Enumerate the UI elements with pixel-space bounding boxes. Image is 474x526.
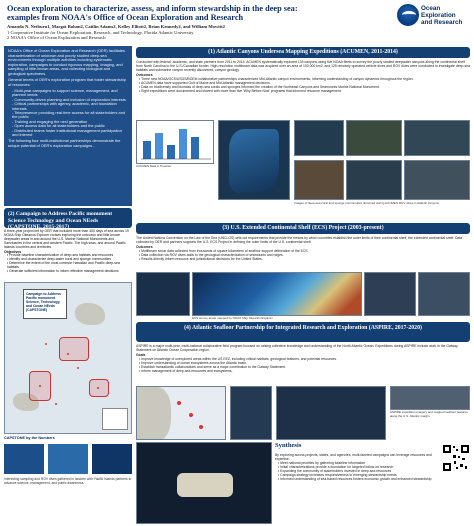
list-item: • Three new NOAA/OCS/USGS/BOEM collaborative partnerships characterized Mid-Atlantic canyon environments, informing understanding of canyon dynamics throughout the region. — [139, 77, 470, 81]
numbers-graphic — [48, 444, 88, 474]
list-item: • ACUMEN data have supported Gulf of Maine and Mid-Atlantic management decisions. — [139, 81, 470, 85]
list-item: - Telepresence providing real-time access for all stakeholders and the public — [12, 111, 128, 120]
list-item: • Informed understanding of sea-based resources fosters economic growth and enhanced stewardship — [278, 477, 435, 481]
title-line-2: examples from NOAA's Office of Ocean Exploration and Research — [7, 13, 244, 23]
list-item: - Community-driven planning and inclusion of exploration interests — [12, 98, 128, 102]
poster-title — [7, 4, 367, 23]
dive-site-marker — [55, 403, 57, 405]
ecs-body — [136, 236, 470, 261]
chart-bar — [167, 145, 175, 159]
acumen-photo — [404, 120, 470, 156]
ecs-outcomes-list — [136, 249, 470, 261]
list-item: • Inform management of deep-sea resources and ecosystems. — [139, 369, 470, 373]
acumen-photo — [404, 160, 470, 200]
list-item: • Generate sufficient information to inform effective management decisions — [7, 270, 132, 274]
acumen-body — [136, 60, 470, 93]
list-item: • Data collection via ROV dives adds to the geological characterization of seamounts and ridges. — [139, 253, 470, 257]
list-item: • Data on biodiversity and biomass of deep-sea corals and sponges informed the creation of the Northeast Canyons and Seamounts Marine National Monument. — [139, 85, 470, 89]
capstone-objectives-label: Objectives — [4, 249, 22, 254]
list-item: • Improve knowledge of unexplored areas within the US EEZ, including critical habitats, geological features, and potential resources. — [139, 357, 470, 361]
acumen-heading: (1) Atlantic Canyons Undersea Mapping Expeditions (ACUMEN, 2011-2014) — [136, 47, 470, 58]
capstone-numbers — [4, 436, 132, 524]
dive-site-marker — [45, 343, 47, 345]
list-item: • Improve understanding of ocean ecosystems across the Atlantic basin. — [139, 361, 470, 365]
logo-text: Ocean Exploration and Research — [421, 5, 463, 27]
acumen-chart-graphic — [137, 121, 214, 164]
affiliation-2: 2 NOAA's Office of Ocean Exploration and Research — [7, 35, 106, 41]
dive-site-marker — [77, 367, 79, 369]
dive-site-marker — [97, 387, 99, 389]
qr-code-icon — [442, 444, 470, 472]
left-column — [4, 46, 132, 524]
aspire-photo — [276, 386, 386, 440]
acumen-description: Conducted with federal, academic, and state partners from 2011 to 2014, ACUMEN systematically explored 133 canyons using five NOAA fleets to survey the poorly studied deepwater canyons along the continental shelf from North Carolina to the U.S./Canadian border. High-resolution multibeam data was acquired over an area of 100,000 km2, and 125 remotely operated vehicle dives and ROV dives were conducted to investigate deep-sea habitats and submarine canyon recently discovered, canyon geology. — [136, 60, 470, 72]
capstone-map-inset: Campaign to Address Pacific monument Science, Technology, and Ocean NEeds (CAPSTONE) — [23, 289, 67, 319]
acumen-chart-caption: ACUMEN Data in Practice — [136, 164, 172, 168]
list-item: - Multi-year campaigns to support science, management, and planned needs — [12, 89, 128, 98]
acumen-photo — [346, 160, 402, 200]
capstone-heading: (2) Campaign to Address Pacific monument Science Technology and Ocean NEeds (CAPSTONE, 2015-2017) — [4, 208, 132, 228]
list-item: • Initial characterizations provide a foundation for targeted follow-on research — [278, 465, 435, 469]
chart-bar — [143, 141, 151, 159]
noaa-logo-icon — [397, 4, 419, 26]
list-item: • Campaign strategy increases responsiveness to emerging stewardship needs — [278, 473, 435, 477]
affiliation-1: 1 Cooperative Institute for Ocean Exploration, Research, and Technology, Florida Atlantic University — [7, 29, 194, 35]
capstone-numbers-title: CAPSTONE by the Numbers — [4, 436, 55, 440]
acumen-photo-caption: Images of deep-sea coral and sponge communities observed during ACUMEN ROV dives in Atlantic canyons. — [294, 201, 440, 205]
intro-tenets-list — [8, 89, 128, 137]
ecs-bathymetry-map — [192, 272, 362, 316]
ecs-photo — [418, 272, 470, 316]
aspire-photo — [390, 386, 470, 410]
list-item: • Results directly inform resource and jurisdictional decisions for the United States. — [139, 257, 470, 261]
capstone-pacific-map — [4, 282, 132, 434]
ecs-map-caption: ECS survey areas mapped by NOAA Ship Okeanos Explorer — [192, 316, 273, 320]
list-item: • Determine the extent of the most common Hawaiian and Pacific deep-sea habitats — [7, 262, 132, 270]
numbers-graphic — [92, 444, 132, 474]
dive-site-marker — [67, 353, 69, 355]
list-item: - Open access data for all stakeholders and the public — [12, 124, 128, 128]
poster-header — [0, 0, 474, 45]
acumen-canyon-map — [218, 120, 290, 200]
numbers-graphic — [4, 444, 44, 474]
capstone-description: A three-year project led by OER that included more than 400 days of sea across 19 NOAA Ship Okeanos Explorer cruises exploring the unknown and little-known deepwater areas in and around the U.S. Marine National Monuments and Sanctuaries in the central and western Pacific. The high seas, and around Pacific Islands countries and territories. — [4, 229, 129, 249]
map-landmass — [75, 303, 105, 325]
aspire-goals-list — [136, 357, 470, 373]
aspire-photo — [230, 386, 272, 440]
acumen-photo — [294, 160, 344, 200]
list-item: • Meet national priorities by gathering baseline information — [278, 461, 435, 465]
synthesis-intro: By exploring across projects, states, and agencies, multi-faceted campaigns can leverage resources and expertise: — [275, 453, 432, 461]
intro-tenets-label: General tenets of OER's exploration program that foster stewardship of resources: — [8, 77, 126, 87]
acumen-outcomes-label: Outcomes — [136, 73, 153, 77]
list-item: • Expanding the community of stakeholders invested in deep-sea resources — [278, 469, 435, 473]
chart-bar — [155, 133, 163, 159]
acumen-photo — [294, 120, 344, 156]
capstone-numbers-text: Interesting sampling and ROV dives gathered in tandem with Pacific Islands partners to advance science, management, and public awareness. — [4, 477, 132, 485]
acumen-data-chart — [136, 120, 214, 164]
acumen-outcomes-list — [136, 77, 470, 93]
aspire-body — [136, 344, 470, 373]
dive-site-marker — [39, 385, 41, 387]
list-item: • Multibeam sonar data collected from thousands of square kilometers of seafloor support delineation of the ECS. — [139, 249, 470, 253]
monument-boundary — [59, 337, 89, 361]
list-item: • Provide baseline characterization of deep-sea habitats and resources — [7, 254, 132, 258]
intro-box — [4, 46, 132, 206]
aspire-goals-label: Goals — [136, 353, 146, 357]
aspire-rov-image — [136, 442, 272, 524]
ecs-description: The United Nations Convention on the Law of the Sea (UNCLOS) sets out requirements that provide the means by which countries establish the outer limits of their continental shelf, the extended continental shelf. Data collected by OER and partners supports the U.S. ECS Project in defining the outer limits of the U.S. continental shelf. — [136, 236, 463, 244]
list-item: - Critical partnerships with agency, academic, and foundation interests — [12, 102, 128, 111]
aspire-photo-caption: ASPIRE expedition imagery and mapped seafloor features along the U.S. Atlantic margin. — [390, 410, 468, 418]
list-item: • Establish transatlantic collaborations and serve as a major contribution to the Galway Statement. — [139, 365, 470, 369]
synthesis-body — [275, 453, 435, 481]
synthesis-list — [275, 461, 435, 481]
author-names: Amanda N. Netburn1, Margot Bohan2, Caitlin Adams2, Kelley Elliott2, Brian Kennedy2, and William Mowitt2 — [7, 24, 225, 29]
aspire-atlantic-map — [136, 386, 226, 440]
capstone-objectives-list — [4, 254, 132, 274]
intro-closing: The following four multi-institutional partnerships demonstrate the unique potential of OER's exploration campaigns... — [8, 138, 121, 148]
list-item: - Training and engaging the next generation — [12, 120, 128, 124]
ecs-outcomes-label: Outcomes — [136, 245, 153, 249]
monument-boundary — [89, 379, 109, 397]
list-item: • Identify and characterize deep-water coral and sponge communities — [7, 258, 132, 262]
ecs-photo — [136, 272, 190, 316]
list-item: • Eight expeditions were documented and shared with more than five 'Why Before Now' programs that informed resource management. — [139, 89, 470, 93]
aspire-heading: (4) Atlantic Seafloor Partnership for Integrated Research and Exploration (ASPIRE, 2017-2020) — [136, 322, 470, 342]
title-line-1: Ocean exploration to characterize, assess, and inform stewardship in the deep sea: — [7, 4, 298, 13]
ecs-photo — [364, 272, 416, 316]
author-block — [7, 24, 367, 41]
intro-paragraph: NOAA's Office of Ocean Exploration and Research (OER) facilitates characterization of unknown and poorly studied deep-sea environments through multiple activities including systematic exploration, campaigns to conduct rigorous mapping, imaging, and sampling of little-known areas, and collecting biological and geological specimens. — [8, 48, 126, 76]
acumen-photo — [346, 120, 402, 156]
synthesis-heading: Synthesis — [275, 442, 302, 449]
chart-bar — [191, 137, 199, 159]
aspire-description: ASPIRE is a major multi-year, multi-national collaborative field program focused on raising collective knowledge and understanding of the North Atlantic Ocean. Expeditions during ASPIRE include work in the Galway Statement on Atlantic Ocean Cooperation region. — [136, 344, 458, 352]
map-legend — [102, 408, 128, 430]
capstone-body — [4, 230, 132, 280]
list-item: - Distributed teams foster institutional management participation and interest — [12, 129, 128, 138]
chart-bar — [179, 129, 187, 159]
ecs-heading: (3) U.S. Extended Continental Shelf (ECS) Project (2003-present) — [136, 223, 470, 234]
